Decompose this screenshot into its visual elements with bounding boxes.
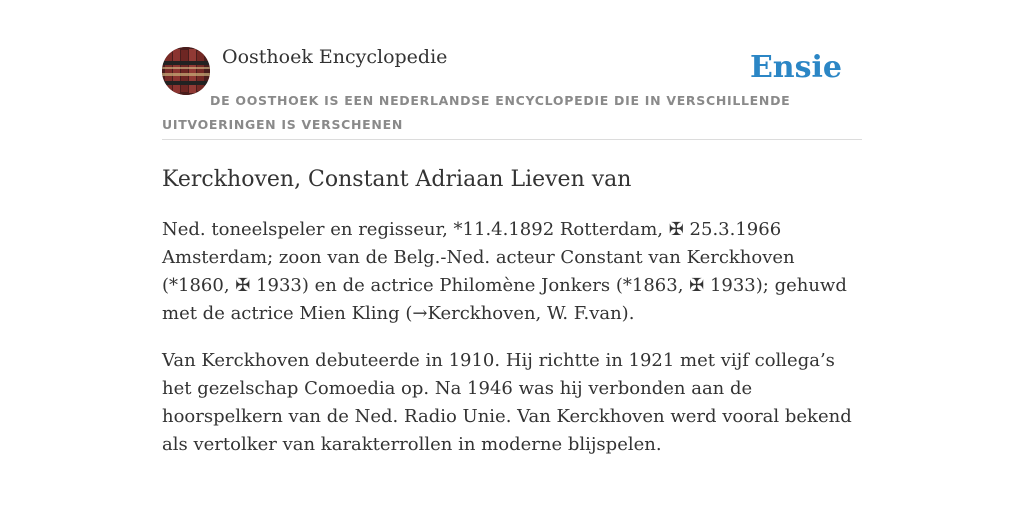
site-title[interactable]: Oosthoek Encyclopedie xyxy=(222,46,448,68)
encyclopedia-books-icon[interactable] xyxy=(162,47,210,95)
article-paragraph-2: Van Kerckhoven debuteerde in 1910. Hij richtte in 1921 met vijf collega’s het gezelschap Comoedia op. Na 1946 was hij verbonden aan de hoorspelkern van de Ned. Radio Unie. Van Kerckhoven werd vooral bekend als vertolker van karakterrollen in moderne blijspelen. xyxy=(162,350,852,455)
brand-logo[interactable]: Ensie xyxy=(749,50,842,85)
article-paragraph-1: Ned. toneelspeler en regisseur, *11.4.1892 Rotterdam, ✠ 25.3.1966 Amsterdam; zoon van de Belg.-Ned. acteur Constant van Kerckhoven (*1860, ✠ 1933) en de actrice Philomène Jonkers (*1863, ✠ 1933); gehuwd met de actrice Mien Kling (→Kerckhoven, W. F.van). xyxy=(162,219,847,324)
page-content xyxy=(162,0,862,459)
article-title: Kerckhoven, Constant Adriaan Lieven van xyxy=(162,167,632,192)
site-header xyxy=(162,0,862,140)
site-tagline: DE OOSTHOEK IS EEN NEDERLANDSE ENCYCLOPEDIE DIE IN VERSCHILLENDE UITVOERINGEN IS VERSCHENEN xyxy=(162,93,791,132)
